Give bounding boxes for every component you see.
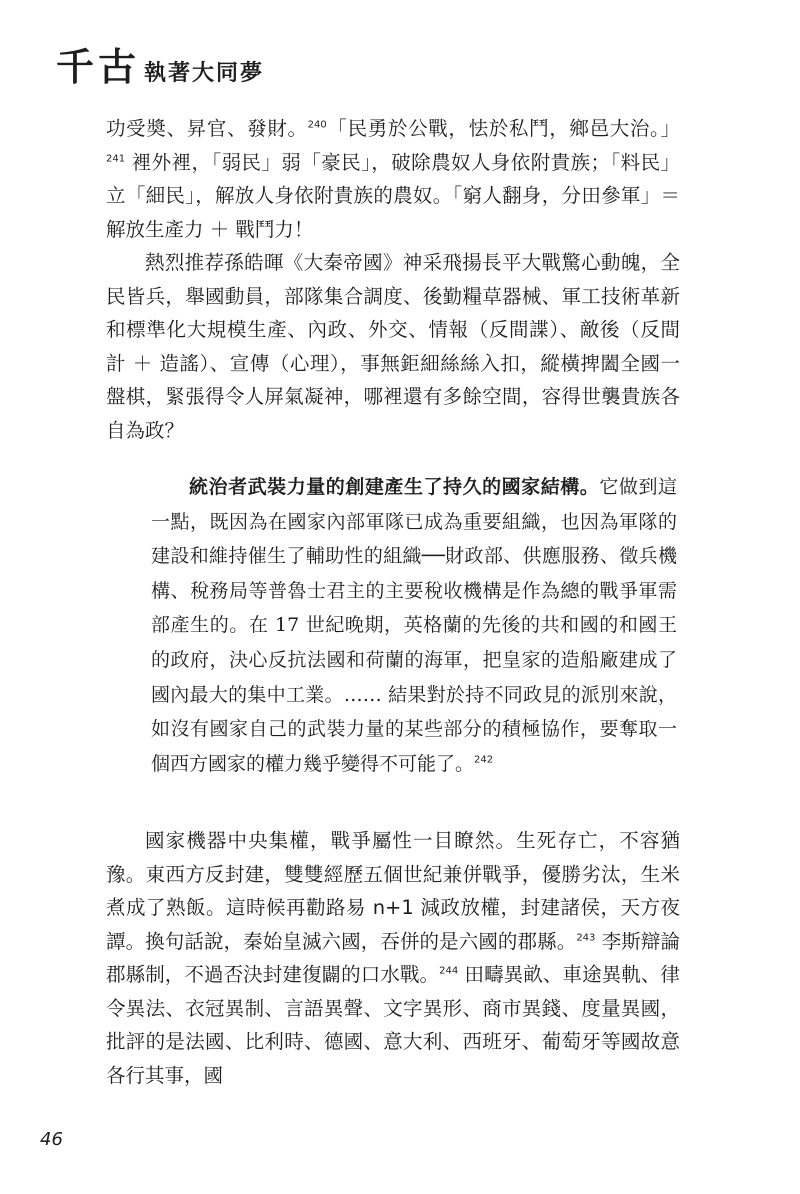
quote-lead: 統治者武裝力量的創建產生了持久的國家結構。 xyxy=(189,476,600,498)
paragraph-2-text: 熱烈推荐孫皓暉《大秦帝國》神采飛揚長平大戰驚心動魄，全民皆兵，舉國動員，部隊集合調度、後勤糧草器械、軍工技術革新和標準化大規模生產、內政、外交、情報（反間諜）、敵後（反間計 ＋ 造謠）、宣傳（心理），事無鉅細絲絲入扣，縱橫捭闔全國一盤棋，緊張得令人屏氣凝神，哪裡還有多餘空間，容得世襲貴族各自為政？ xyxy=(106,251,680,442)
paragraph-3-text-b: 李斯辯論郡縣制，不過否決封建復闢的口水戰。 xyxy=(106,929,680,986)
paragraph-3 xyxy=(106,824,680,1092)
running-header xyxy=(56,36,264,91)
paragraph-1-text-a: 功受奬、昇官、發財。 xyxy=(106,117,308,140)
quote-text: 它做到這一點，既因為在國家內部軍隊已成為重要組織，也因為軍隊的建設和維持催生了輔助性的組織──財政部、供應服務、徵兵機構、稅務局等普魯士君主的主要稅收機構是作為總的戰爭軍需部產生的。在 17 世紀晚期，英格蘭的先後的共和國的和國王的政府，決心反抗法國和荷蘭的海軍，把皇家的造船廠建成了國內最大的集中工業。…… 結果對於持不同政見的派別來說，如沒有國家自己的武裝力量的某些部分的積極協作，要奪取一個西方國家的權力幾乎變得不可能了。 xyxy=(151,476,677,775)
paragraph-1-text-c: 裡外裡，「弱民」弱「豪民」，破除農奴人身依附貴族；「料民」立「細民」，解放人身依附貴族的農奴。「窮人翻身，分田參軍」＝ 解放生產力 ＋ 戰鬥力！ xyxy=(106,150,680,241)
block-quote xyxy=(151,470,677,781)
footnote-ref-242: 242 xyxy=(474,754,494,766)
paragraph-2 xyxy=(106,246,680,447)
footnote-ref-243: 243 xyxy=(576,932,596,943)
page-number: 46 xyxy=(40,1129,63,1150)
paragraph-1 xyxy=(106,112,680,246)
footnote-ref-241: 241 xyxy=(106,153,126,164)
footnote-ref-240: 240 xyxy=(307,119,327,131)
paragraph-3-text-c: 田疇異畝、車途異軌、律令異法、衣冠異制、言語異聲、文字異形、商市異錢、度量異國，批評的是法國、比利時、德國、意大利、西班牙、葡萄牙等國故意各行其事，國 xyxy=(106,963,680,1087)
book-title: 千古 xyxy=(56,44,141,89)
paragraph-1-text-b: 「民勇於公戰，怯於私鬥，鄉邑大治。」 xyxy=(326,117,680,140)
paragraph-3-text-a: 國家機器中央集權，戰爭屬性一目瞭然。生死存亡，不容猶豫。東西方反封建，雙雙經歷五個世紀兼併戰爭，優勝劣汰，生米煮成了熟飯。這時候再勸路易 n+1 減政放權，封建諸侯，天方夜譚。換句話說，秦始皇滅六國，吞併的是六國的郡縣。 xyxy=(106,829,680,953)
book-subtitle: 執著大同夢 xyxy=(144,60,265,86)
footnote-ref-244: 244 xyxy=(439,965,459,977)
